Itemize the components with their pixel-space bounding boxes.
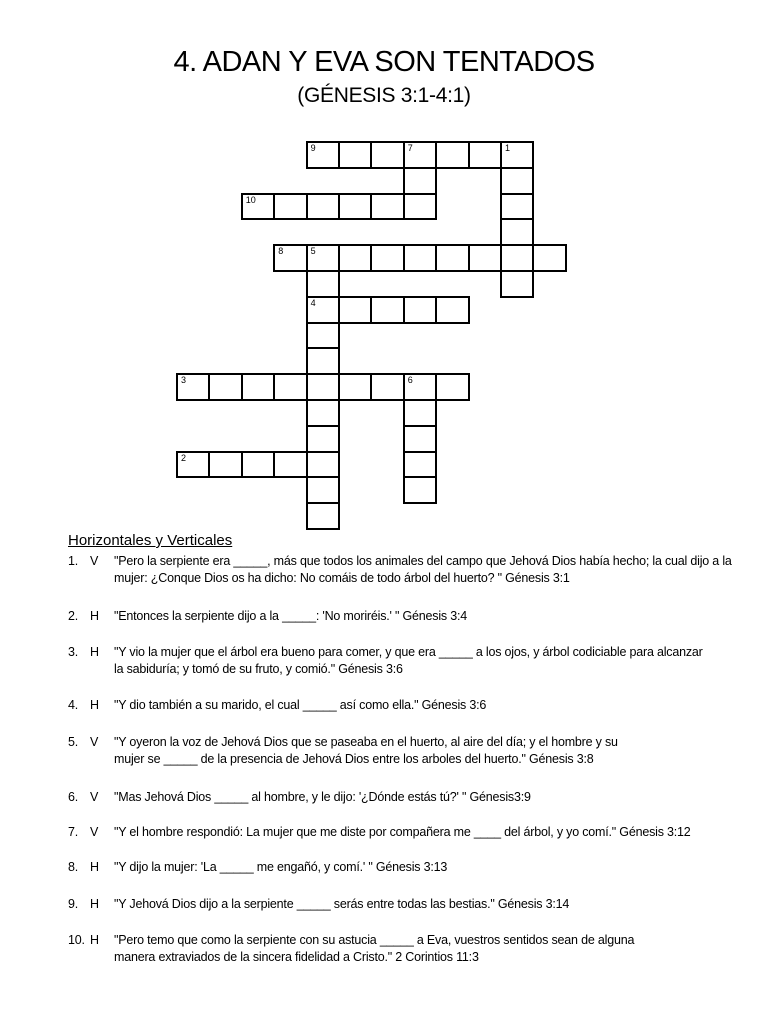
crossword-cell[interactable] (500, 270, 534, 298)
crossword-cell[interactable] (500, 193, 534, 221)
crossword-cell[interactable] (241, 193, 275, 221)
clues-heading: Horizontales y Verticales (68, 532, 233, 549)
crossword-cell[interactable] (500, 244, 534, 272)
clue-number: 7. (68, 825, 79, 839)
clue-text: "Mas Jehová Dios _____ al hombre, y le dijo: '¿Dónde estás tú?' " Génesis3:9 (114, 790, 531, 804)
crossword-cell[interactable] (306, 373, 340, 401)
crossword-cell[interactable] (403, 451, 437, 479)
clue-text: "Y vio la mujer que el árbol era bueno para comer, y que era _____ a los ojos, y árbol codiciable para alcanzar (114, 645, 703, 659)
clue-item (68, 932, 634, 966)
crossword-cell[interactable] (273, 373, 307, 401)
clue-number: 6. (68, 790, 79, 804)
crossword-cell[interactable] (208, 373, 242, 401)
crossword-cell[interactable] (306, 322, 340, 350)
crossword-cell[interactable] (306, 141, 340, 169)
clue-number: 2. (68, 609, 79, 623)
clue-text-continued: la sabiduría; y tomó de su fruto, y comió." Génesis 3:6 (114, 662, 403, 676)
crossword-cell[interactable] (370, 193, 404, 221)
crossword-cell[interactable] (306, 296, 340, 324)
clue-line (68, 553, 732, 570)
crossword-cell[interactable] (435, 141, 469, 169)
crossword-cell[interactable] (306, 270, 340, 298)
clue-direction: H (90, 860, 99, 874)
crossword-clue-number: 3 (181, 375, 187, 386)
crossword-cell[interactable] (403, 399, 437, 427)
clue-text: "Y oyeron la voz de Jehová Dios que se paseaba en el huerto, al aire del día; y el hombre y su (114, 735, 618, 749)
crossword-cell[interactable] (306, 451, 340, 479)
clue-line (68, 932, 634, 949)
clue-item (68, 824, 691, 841)
clue-direction: H (90, 645, 99, 659)
clue-number: 1. (68, 554, 79, 568)
clue-line (68, 697, 486, 714)
crossword-cell[interactable] (500, 141, 534, 169)
clue-direction: V (90, 554, 99, 568)
crossword-cell[interactable] (241, 451, 275, 479)
crossword-cell[interactable] (306, 399, 340, 427)
crossword-cell[interactable] (338, 244, 372, 272)
clue-direction: H (90, 609, 99, 623)
clue-item (68, 644, 703, 678)
clue-item (68, 896, 569, 913)
clue-text-continued: manera extraviados de la sincera fidelidad a Cristo." 2 Corintios 11:3 (114, 950, 479, 964)
crossword-clue-number: 5 (310, 246, 316, 257)
clue-line (68, 859, 447, 876)
crossword-cell[interactable] (338, 141, 372, 169)
clue-number: 10. (68, 933, 85, 947)
crossword-clue-number: 8 (278, 246, 284, 257)
crossword-cell[interactable] (306, 193, 340, 221)
crossword-cell[interactable] (208, 451, 242, 479)
crossword-cell[interactable] (370, 373, 404, 401)
crossword-cell[interactable] (273, 193, 307, 221)
crossword-clue-number: 2 (181, 452, 187, 463)
clue-line (68, 734, 618, 751)
clue-line (68, 789, 531, 806)
crossword-cell[interactable] (435, 296, 469, 324)
clue-direction: H (90, 698, 99, 712)
crossword-clue-number: 4 (310, 297, 316, 308)
crossword-cell[interactable] (403, 476, 437, 504)
clue-line (68, 644, 703, 661)
crossword-cell[interactable] (403, 244, 437, 272)
crossword-clue-number: 1 (505, 143, 511, 153)
clue-text: "Pero la serpiente era _____, más que todos los animales del campo que Jehová Dios había hecho; la cual dijo a la (114, 554, 732, 568)
crossword-clue-number: 10 (245, 194, 256, 205)
crossword-cell[interactable] (403, 193, 437, 221)
clue-number: 4. (68, 698, 79, 712)
page-title: 4. ADAN Y EVA SON TENTADOS (173, 46, 595, 78)
crossword-cell[interactable] (176, 373, 210, 401)
crossword-cell[interactable] (338, 373, 372, 401)
clue-direction: H (90, 897, 99, 911)
clue-text-continued: mujer: ¿Conque Dios os ha dicho: No comáis de todo árbol del huerto? " Génesis 3:1 (114, 571, 570, 585)
clue-text: "Pero temo que como la serpiente con su astucia _____ a Eva, vuestros sentidos sean de alguna (114, 933, 635, 947)
crossword-clue-number: 6 (407, 375, 413, 386)
clue-text: "Y el hombre respondió: La mujer que me diste por compañera me ____ del árbol, y yo comí." Génesis 3:12 (114, 825, 691, 839)
clue-text: "Y dijo la mujer: 'La _____ me engañó, y comí.' " Génesis 3:13 (114, 860, 448, 874)
crossword-cell[interactable] (273, 244, 307, 272)
crossword-cell[interactable] (338, 296, 372, 324)
clue-direction: H (90, 933, 99, 947)
crossword-cell[interactable] (338, 193, 372, 221)
crossword-cell[interactable] (500, 218, 534, 246)
clue-direction: V (90, 790, 99, 804)
clue-number: 8. (68, 860, 79, 874)
crossword-cell[interactable] (403, 296, 437, 324)
clue-text: "Entonces la serpiente dijo a la _____: 'No moriréis.' " Génesis 3:4 (114, 609, 468, 623)
crossword-cell[interactable] (273, 451, 307, 479)
crossword-cell[interactable] (403, 425, 437, 453)
clue-direction: V (90, 825, 99, 839)
crossword-cell[interactable] (176, 451, 210, 479)
crossword-cell[interactable] (306, 244, 340, 272)
clue-line (68, 824, 691, 841)
clue-item (68, 608, 467, 625)
crossword-cell[interactable] (370, 244, 404, 272)
clue-line (68, 608, 467, 625)
crossword-cell[interactable] (468, 244, 502, 272)
clue-number: 3. (68, 645, 79, 659)
clue-text-continued: mujer se _____ de la presencia de Jehová Dios entre los arboles del huerto." Génesis 3:8 (114, 752, 594, 766)
crossword-cell[interactable] (306, 502, 340, 530)
crossword-cell[interactable] (435, 373, 469, 401)
page-subtitle: (GÉNESIS 3:1-4:1) (297, 84, 471, 107)
crossword-cell[interactable] (403, 141, 437, 169)
clue-line (68, 896, 569, 913)
crossword-clue-number: 7 (407, 143, 413, 153)
crossword-cell[interactable] (532, 244, 566, 272)
clue-item (68, 789, 531, 806)
crossword-cell[interactable] (370, 296, 404, 324)
crossword-clue-number: 9 (310, 143, 316, 153)
clue-text: "Y Jehová Dios dijo a la serpiente _____ serás entre todas las bestias." Génesis 3:14 (114, 897, 570, 911)
crossword-cell[interactable] (403, 373, 437, 401)
crossword-cell[interactable] (306, 425, 340, 453)
crossword-cell[interactable] (306, 476, 340, 504)
clue-text: "Y dio también a su marido, el cual _____ así como ella." Génesis 3:6 (114, 698, 487, 712)
clue-direction: V (90, 735, 99, 749)
crossword-cell[interactable] (241, 373, 275, 401)
clue-item (68, 859, 447, 876)
crossword-cell[interactable] (500, 167, 534, 195)
crossword-cell[interactable] (403, 167, 437, 195)
clue-item (68, 734, 618, 768)
clue-number: 9. (68, 897, 79, 911)
crossword-cell[interactable] (370, 141, 404, 169)
clue-item (68, 697, 486, 714)
crossword-cell[interactable] (435, 244, 469, 272)
clue-item (68, 553, 732, 587)
crossword-cell[interactable] (306, 347, 340, 375)
crossword-cell[interactable] (468, 141, 502, 169)
clue-number: 5. (68, 735, 79, 749)
